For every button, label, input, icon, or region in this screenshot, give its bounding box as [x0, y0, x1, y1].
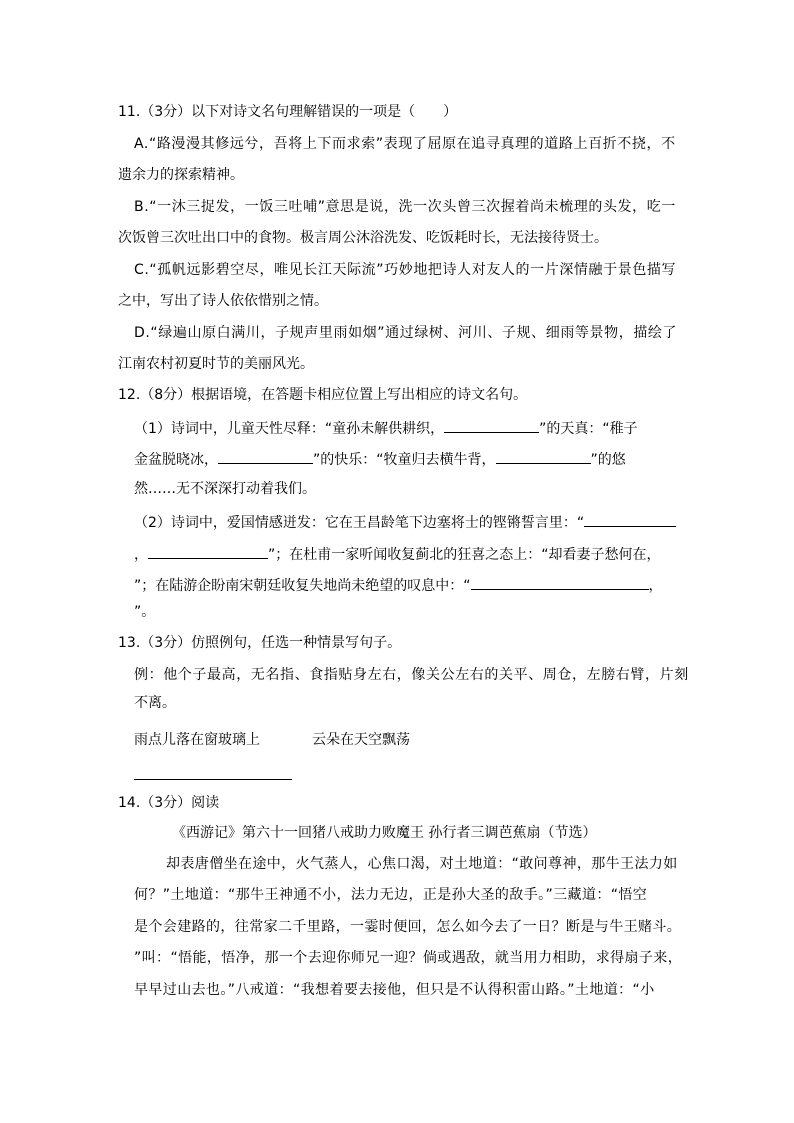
q11-stem: 11.（3分）以下对诗文名句理解错误的一项是（ ）: [118, 104, 458, 120]
text: ，: [648, 578, 663, 594]
text: ，: [134, 547, 148, 563]
q13-scene-1: 雨点儿落在窗玻璃上: [134, 732, 260, 748]
text: （1）诗词中，儿童天性尽释：“童孙未解供耕织，: [134, 421, 445, 437]
q12-p1-line1: [134, 418, 638, 436]
q11-option-d: D.“绿遍山原白满川，子规声里雨如烟”通过绿树、河川、子规、细雨等景物，描绘了: [134, 325, 678, 341]
q13-stem: 13.（3分）仿照例句，任选一种情景写句子。: [118, 635, 402, 651]
answer-blank[interactable]: [148, 544, 268, 559]
q11-option-d-cont: 江南农村初夏时节的美丽风光。: [118, 356, 314, 372]
q13-example-cont: 不离。: [134, 695, 176, 711]
q14-passage-line: 早早过山去也。”八戒道：“我想着要去接他，但只是不认得积雷山路。”土地道：“小: [134, 982, 655, 998]
q12-p1-line2: [134, 449, 626, 467]
q12-p1-line3: 然……无不深深打动着我们。: [134, 481, 316, 497]
q12-p2-line3: [134, 575, 663, 593]
q11-option-b-cont: 次饭曾三次吐出口中的食物。极言周公沐浴洗发、吃饭耗时长，无法接待贤士。: [118, 230, 608, 246]
text: 金盆脱晓冰，: [134, 452, 218, 468]
answer-blank[interactable]: [471, 575, 649, 590]
q11-option-b: B.“一沐三捉发，一饭三吐哺”意思是说，洗一次头曾三次握着尚未梳理的头发，吃一: [134, 199, 676, 215]
q14-passage-line: 是个会建路的，往常家二千里路，一霎时便回，怎么如今去了一日？断是与牛王赌斗。: [134, 919, 682, 935]
answer-blank[interactable]: [218, 449, 313, 464]
answer-blank[interactable]: [584, 512, 676, 527]
text: ”的快乐：“牧童归去横牛背，: [313, 452, 496, 468]
q11-option-a: A.“路漫漫其修远兮，吾将上下而求索”表现了屈原在追寻真理的道路上百折不挠，不: [134, 136, 676, 152]
q12-p2-line4: ”。: [134, 604, 156, 620]
q12-p2-line2: [134, 544, 661, 562]
q11-option-a-cont: 遗余力的探索精神。: [118, 167, 244, 183]
q14-passage-line: 却表唐僧坐在途中，火气蒸人，心焦口渴，对土地道：“敢问尊神，那牛王法力如: [166, 856, 678, 872]
q14-passage-line: 何？”土地道：“那牛王神通不小，法力无边，正是孙大圣的敌手。”三藏道：“悟空: [134, 887, 648, 903]
q12-stem: 12.（8分）根据语境，在答题卡相应位置上写出相应的诗文名句。: [118, 387, 528, 403]
text: ”；在陆游企盼南宋朝廷收复失地尚未绝望的叹息中：“: [134, 578, 471, 594]
text: ”的悠: [590, 452, 626, 468]
answer-blank[interactable]: [496, 449, 591, 464]
q13-example: 例：他个子最高，无名指、食指贴身左右，像关公左右的关平、周仓，左膀右臂，片刻: [134, 667, 689, 683]
text: ”；在杜甫一家听闻收复蓟北的狂喜之态上：“却看妻子愁何在，: [268, 547, 661, 563]
q13-scene-2: 云朵在天空飘荡: [312, 732, 410, 748]
q14-stem: 14.（3分）阅读: [118, 795, 220, 811]
q13-answer-line[interactable]: [134, 779, 292, 780]
q11-option-c-cont: 之中，写出了诗人依依惜别之情。: [118, 293, 328, 309]
q14-passage-line: ”叫：“悟能，悟净，那一个去迎你师兄一迎？倘或遇敌，就当用力相助，求得扇子来，: [134, 950, 683, 966]
answer-blank[interactable]: [444, 418, 539, 433]
text: （2）诗词中，爱国情感迸发：它在王昌龄笔下边塞将士的铿锵誓言里：“: [134, 515, 585, 531]
text: ”的天真：“稚子: [539, 421, 638, 437]
q11-option-c: C.“孤帆远影碧空尽，唯见长江天际流”巧妙地把诗人对友人的一片深情融于景色描写: [134, 262, 677, 278]
q14-passage-title: 《西游记》第六十一回猪八戒助力败魔王 孙行者三调芭蕉扇（节选）: [172, 825, 597, 841]
q12-p2-line1: [134, 512, 676, 530]
